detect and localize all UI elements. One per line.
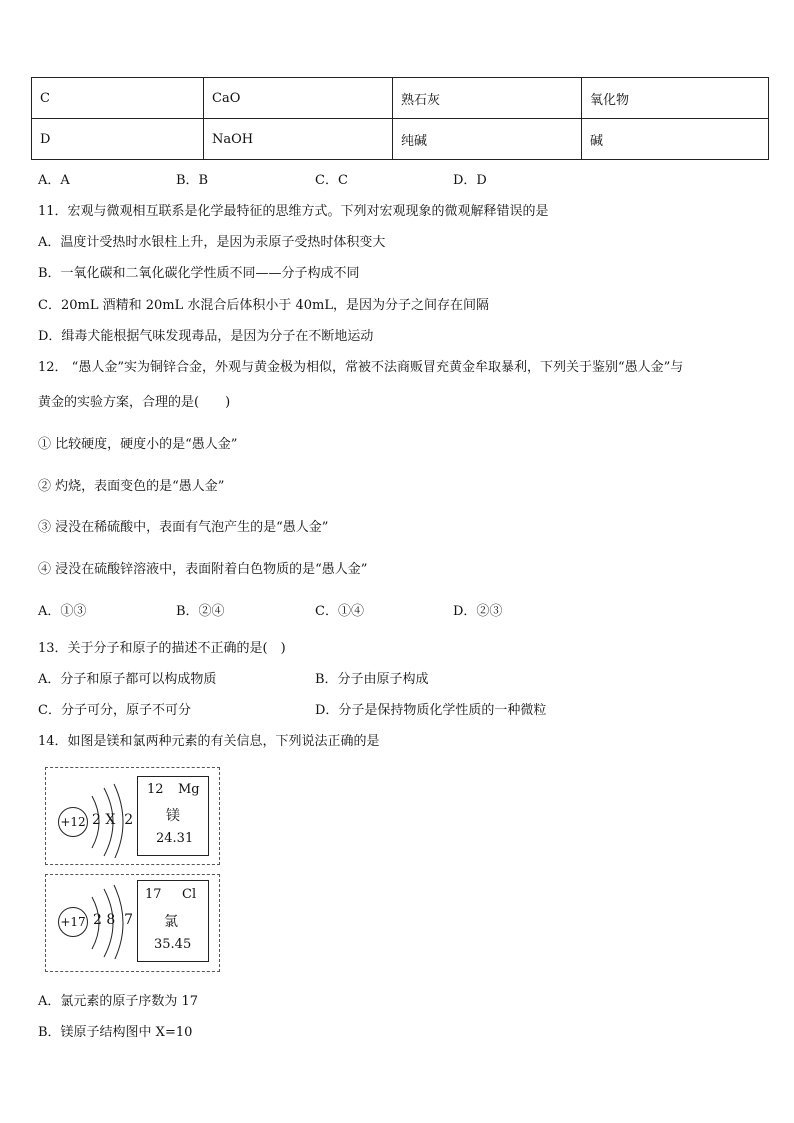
mg-atomic-mass: 24.31 <box>156 831 194 846</box>
q14-stem: 14．如图是镁和氯两种元素的有关信息，下列说法正确的是 <box>38 734 380 749</box>
q11-stem: 11．宏观与微观相互联系是化学最特征的思维方式。下列对宏观现象的微观解释错误的是 <box>38 204 549 219</box>
table-row <box>32 78 769 119</box>
table-cell: NaOH <box>204 119 393 160</box>
q12-option-a[interactable]: A．①③ <box>38 604 87 619</box>
q13-option-b[interactable]: B．分子由原子构成 <box>315 672 429 687</box>
q12-item-3: ③ 浸没在稀硫酸中，表面有气泡产生的是“愚人金” <box>38 520 329 535</box>
table-cell: D <box>32 119 204 160</box>
table-cell: 碱 <box>582 119 769 160</box>
q12-item-1: ① 比较硬度，硬度小的是“愚人金” <box>38 437 238 452</box>
table-row <box>32 119 769 160</box>
q14-option-b[interactable]: B．镁原子结构图中 X=10 <box>38 1025 193 1040</box>
q13-stem: 13．关于分子和原子的描述不正确的是( ) <box>38 641 286 656</box>
q13-option-a[interactable]: A．分子和原子都可以构成物质 <box>38 672 217 687</box>
q10-option-a[interactable]: A．A <box>38 173 70 188</box>
q12-item-2: ② 灼烧，表面变色的是“愚人金” <box>38 479 225 494</box>
cl-element-card <box>137 880 209 962</box>
cl-shell-electrons: 2 8 7 <box>93 912 134 928</box>
answer-table <box>31 77 769 160</box>
mg-shell-electrons: 2 X 2 <box>92 812 134 828</box>
table-cell: 纯碱 <box>393 119 582 160</box>
cl-name: 氯 <box>164 914 178 930</box>
mg-atomic-number: 12 <box>147 782 164 797</box>
q13-option-c[interactable]: C．分子可分，原子不可分 <box>38 703 191 718</box>
mg-name: 镁 <box>166 808 180 824</box>
mg-nucleus: +12 <box>58 807 88 837</box>
cl-atomic-number: 17 <box>145 887 162 902</box>
q12-item-4: ④ 浸没在硫酸锌溶液中，表面附着白色物质的是“愚人金” <box>38 562 368 577</box>
q12-option-b[interactable]: B．②④ <box>176 604 225 619</box>
q13-option-d[interactable]: D．分子是保持物质化学性质的一种微粒 <box>315 703 547 718</box>
table-cell: C <box>32 78 204 119</box>
cl-symbol: Cl <box>182 887 197 902</box>
cl-atomic-mass: 35.45 <box>154 937 192 952</box>
q11-option-b[interactable]: B．一氧化碳和二氧化碳化学性质不同——分子构成不同 <box>38 266 360 281</box>
q11-option-c[interactable]: C．20mL 酒精和 20mL 水混合后体积小于 40mL，是因为分子之间存在间隔 <box>38 298 489 313</box>
mg-symbol: Mg <box>178 782 200 797</box>
q11-option-a[interactable]: A．温度计受热时水银柱上升，是因为汞原子受热时体积变大 <box>38 235 386 250</box>
mg-element-card <box>137 776 209 856</box>
q12-option-d[interactable]: D．②③ <box>453 604 503 619</box>
table-cell: CaO <box>204 78 393 119</box>
q10-option-c[interactable]: C．C <box>315 173 348 188</box>
cl-nucleus: +17 <box>58 907 88 937</box>
table-cell: 熟石灰 <box>393 78 582 119</box>
q11-option-d[interactable]: D．缉毒犬能根据气味发现毒品，是因为分子在不断地运动 <box>38 329 374 344</box>
q10-option-b[interactable]: B．B <box>176 173 209 188</box>
q12-stem-line2: 黄金的实验方案，合理的是( ) <box>38 395 231 410</box>
q10-option-d[interactable]: D．D <box>453 173 487 188</box>
mg-figure <box>45 767 220 865</box>
q12-option-c[interactable]: C．①④ <box>315 604 364 619</box>
q14-option-a[interactable]: A．氯元素的原子序数为 17 <box>38 994 199 1009</box>
table-cell: 氧化物 <box>582 78 769 119</box>
q12-stem-line1: 12． “愚人金”实为铜锌合金，外观与黄金极为相似，常被不法商贩冒充黄金牟取暴利，下列关于鉴别“愚人金”与 <box>38 360 684 375</box>
cl-figure <box>45 874 220 972</box>
